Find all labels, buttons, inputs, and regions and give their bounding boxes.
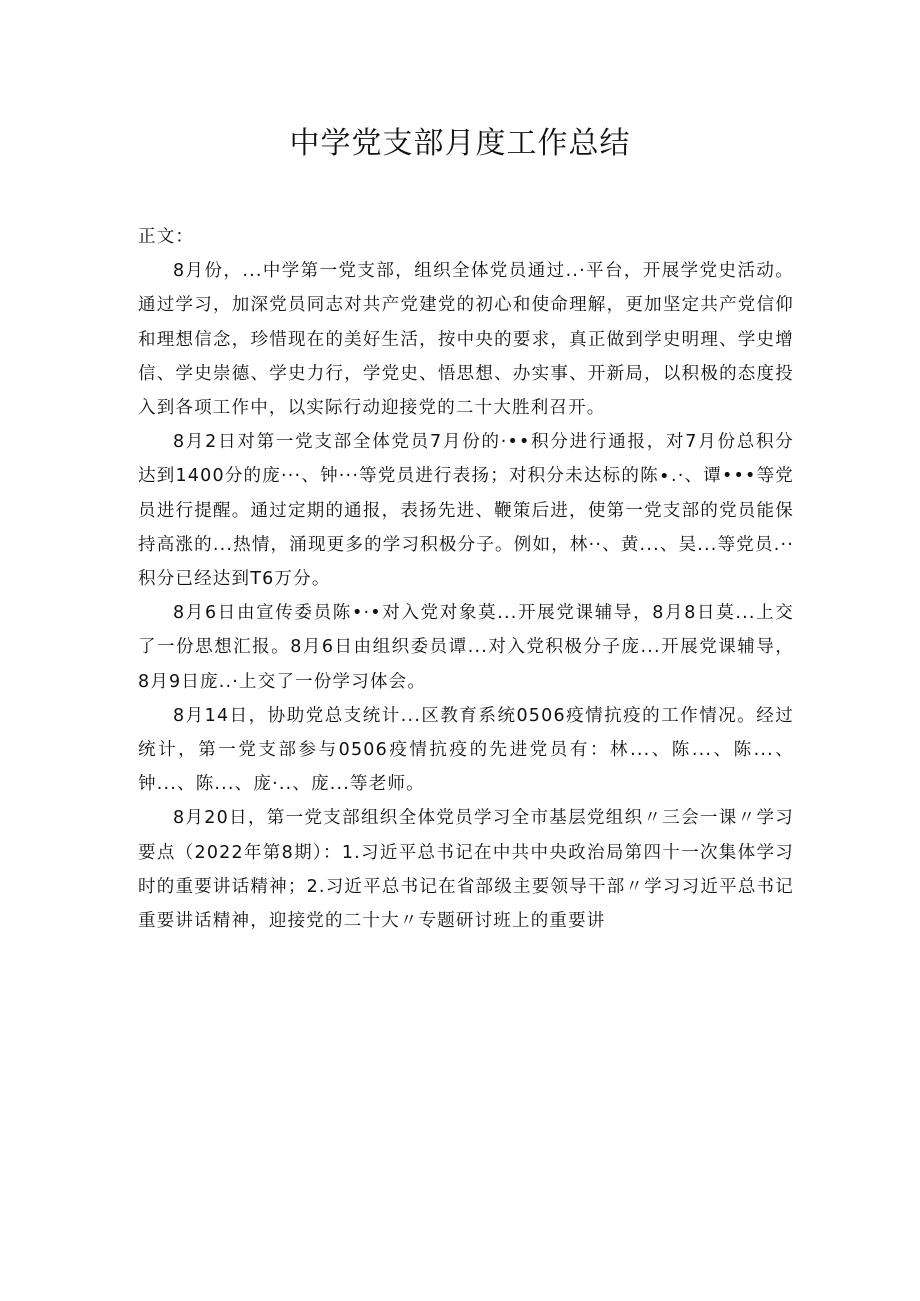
- document-title: 中学党支部月度工作总结: [289, 126, 631, 161]
- document-body: [138, 220, 794, 938]
- paragraph-4: 8月14日，协助党总支统计...区教育系统0506疫情抗疫的工作情况。经过统计，第一党支部参与0506疫情抗疫的先进党员有：林...、陈...、陈...、钟...、陈...、庞·..、庞...等老师。: [138, 705, 794, 795]
- paragraph-2: 8月2日对第一党支部全体党员7月份的·••积分进行通报，对7月份总积分达到1400分的庞···、钟···等党员进行表扬；对积分未达标的陈∙.·、谭•••等党员进行提醒。通过定期的通报，表扬先进、鞭策后进，使第一党支部的党员能保持高涨的...热情，涌现更多的学习积极分子。例如，林··、黄...、吴...等党员.··积分已经达到T6万分。: [138, 432, 794, 590]
- paragraph-5: 8月20日，第一党支部组织全体党员学习全市基层党组织〃三会一课〃学习要点（2022年第8期）：1.习近平总书记在中共中央政治局第四十一次集体学习时的重要讲话精神；2.习近平总书记在省部级主要领导干部〃学习习近平总书记重要讲话精神，迎接党的二十大〃专题研讨班上的重要讲: [138, 808, 794, 932]
- body-label: 正文：: [138, 227, 195, 247]
- paragraph-1: 8月份，...中学第一党支部，组织全体党员通过..·平台，开展学党史活动。通过学习，加深党员同志对共产党建党的初心和使命理解，更加坚定共产党信仰和理想信念，珍惜现在的美好生活，按中央的要求，真正做到学史明理、学史增信、学史崇德、学史力行，学党史、悟思想、办实事、开新局，以积极的态度投入到各项工作中，以实际行动迎接党的二十大胜利召开。: [138, 261, 794, 418]
- paragraph-3: 8月6日由宣传委员陈•·•对入党对象莫...开展党课辅导，8月8日莫...上交了一份思想汇报。8月6日由组织委员谭...对入党积极分子庞...开展党课辅导，8月9日庞..·上交了一份学习体会。: [138, 603, 794, 692]
